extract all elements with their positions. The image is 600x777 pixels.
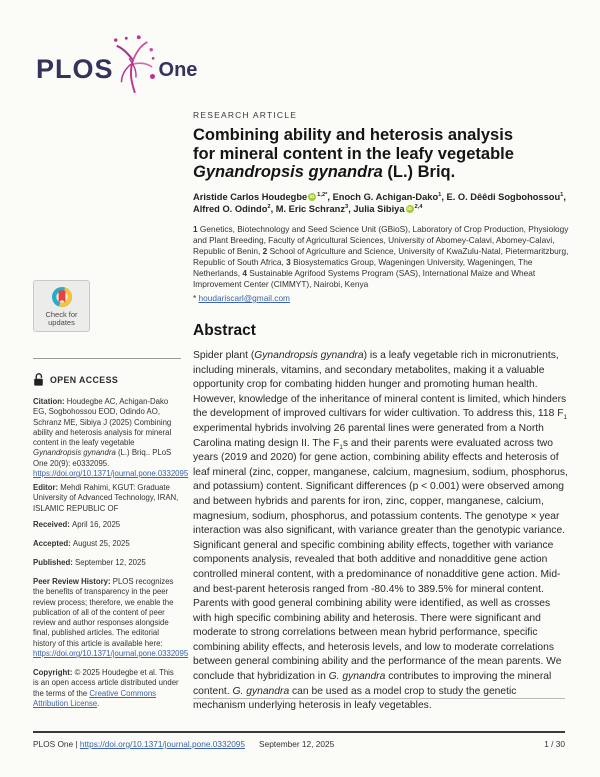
text-segment: September 12, 2025 (75, 558, 146, 567)
text-segment: s and their parents were evaluated across two years (2019 and 2020) for gene action, combining ability effects and heterosis of leaf mineral (zinc, copper, manganese, calcium, magnesium, sodium, phosphorus, and potassium) content. Significant differences (p < 0.001) were observed among and between hybrids and parents for iron, zinc, copper, manganese, calcium, magnesium, sodium, phosphorus, and potassium contents. The genotype × year interaction was also significant, with variance greater than the genotypic variance. Significant general and specific combining ability effects, together with variance components analysis, revealed that both additive and nonadditive gene action controlled mineral content, with a predominance of nonadditive gene action. Mid- and best-parent heterosis ranged from -80.4% to 389.5% for mineral content. Parents with good general combining ability were identified, as well as crosses with high specific combining ability and heterosis. There were significant and moderate to strong correlations between mean hybrid performance, specific combining ability effects, and heterosis levels, and low to moderate correlations between general combining ability and the performance of the mean parents. We conclude that hybridization in (193, 437, 568, 683)
check-for-updates-label-line1: Check for (45, 309, 78, 319)
text-segment: (L.) Briq. (382, 163, 456, 181)
received-block (33, 520, 181, 530)
editor-block (33, 483, 181, 514)
open-lock-icon (33, 372, 46, 387)
text-segment: 1 (563, 414, 568, 422)
text-segment: G. gynandra (232, 685, 290, 697)
text-segment: 1 (193, 224, 200, 234)
article-title-line3 (193, 163, 578, 182)
logo-dot (150, 74, 155, 79)
footer-rule (33, 731, 565, 733)
text-segment: experimental hybrids involving 26 parental lines were generated from a North Carolina mating design II. The F (193, 422, 544, 449)
text-segment: Published: (33, 558, 76, 567)
text-segment: Sustainable Agrifood Systems Program (SAS), International Maize and Wheat Improvement Center (CIMMYT), Nairobi, Kenya (193, 268, 536, 289)
orcid-icon: iD (407, 206, 412, 211)
text-segment: 1 (560, 191, 564, 198)
text-segment: * (193, 293, 199, 303)
inline-link[interactable]: https://doi.org/10.1371/journal.pone.0332095 (79, 739, 246, 749)
text-segment: , M. Eric Schranz (270, 204, 345, 214)
author-list (193, 191, 578, 215)
text-segment: 1,2* (317, 191, 328, 198)
text-segment: Peer Review History: (33, 577, 113, 586)
text-segment: , E. O. Dêêdi Sogbohossou (441, 192, 561, 202)
text-segment: , Julia Sibiya (348, 204, 405, 214)
text-segment: 3 (344, 203, 349, 210)
accepted-block (33, 539, 181, 549)
text-segment: Citation: (33, 397, 67, 406)
inline-link[interactable]: Creative Commons Attribution License (33, 688, 157, 708)
copyright-block (33, 668, 181, 709)
text-segment: Alfred O. Odindo (193, 204, 268, 214)
text-segment: G. gynandra (328, 671, 386, 683)
peer-review-history-block (33, 577, 189, 659)
text-segment: 1 (438, 191, 442, 198)
text-segment: April 16, 2025 (72, 520, 121, 529)
plos-splash-icon (110, 35, 156, 97)
published-block (33, 558, 181, 568)
journal-logo (36, 44, 197, 94)
text-segment: Editor: (33, 483, 61, 492)
text-segment: PLOS recognizes the benefits of transparency in the peer review process; therefore, we enable the publication of all of the content of peer review and author responses alongside final, published articles. The editorial history of this article is available here: (33, 577, 174, 648)
text-segment: Gynandropsis gynandra (254, 350, 364, 361)
citation-block (33, 397, 189, 479)
check-for-updates-badge[interactable] (33, 280, 90, 332)
inline-link[interactable]: houdariscarl@gmail.com (198, 293, 290, 303)
text-segment: August 25, 2025 (72, 539, 130, 548)
plos-logo-text: PLOS (36, 53, 114, 84)
orcid-icon: iD (309, 194, 315, 199)
open-access-label: OPEN ACCESS (50, 374, 119, 385)
corresponding-email[interactable] (193, 293, 290, 303)
check-for-updates-label (45, 311, 77, 328)
text-segment: Combining ability and heterosis analysis (193, 126, 513, 144)
text-segment: Houdegbe AC, Achigan-Dako EG, Sogbohossou EOD, Odindo AO, Schranz ME, Sibiya J (2025) Combining ability and heterosis analysis for mineral content in the leafy vegetable (33, 397, 172, 448)
article-title-line2 (193, 145, 578, 164)
text-segment: 1 (339, 443, 343, 451)
inline-link[interactable]: https://doi.org/10.1371/journal.pone.0332095 (33, 649, 189, 659)
text-segment: 4 (242, 268, 250, 278)
text-segment: Accepted: (33, 539, 73, 548)
footer-journal-doi (33, 739, 245, 749)
text-segment: Genetics, Biotechnology and Seed Science Unit (GBioS), Laboratory of Crop Production, Physiology and Plant Breeding, Faculty of Agricultural Sciences, University of Abomey-Calavi, Abomey-Calavi, Republic of Benin, (193, 224, 569, 256)
text-segment: Gynandropsis gynandra (193, 163, 383, 181)
text-segment: © 2025 Houdegbe et al. This is an open access article distributed under the terms of the (33, 668, 179, 698)
text-segment: , (563, 192, 566, 202)
inline-link[interactable]: https://doi.org/10.1371/journal.pone.0332095 (33, 469, 189, 479)
abstract-body (193, 349, 570, 714)
text-segment: Mehdi Rahimi, KGUT: Graduate University of Advanced Technology, IRAN, ISLAMIC REPUBLIC OF (33, 483, 179, 513)
sidebar-divider (33, 358, 181, 359)
article-title-line1 (193, 126, 578, 145)
footer-page-number: 1 / 30 (544, 739, 565, 749)
text-segment: , Enoch G. Achigan-Dako (327, 192, 439, 202)
text-segment: 2,4 (414, 203, 423, 210)
check-for-updates-icon (50, 285, 74, 309)
text-segment: Received: (33, 520, 73, 529)
text-segment: Spider plant ( (193, 350, 255, 361)
text-segment: ) is a leafy vegetable rich in micronutrients, including minerals, vitamins, and secondary metabolites, making it a valuable opportunity crop for combating hidden hunger and promoting human health. However, knowledge of the inheritance of mineral content is limited, which hinders the development of improved cultivars for wider cultivation. To address this, 118 F (193, 350, 567, 420)
check-for-updates-label-line2: updates (48, 318, 75, 327)
article-title (193, 126, 578, 182)
article-type-kicker: RESEARCH ARTICLE (193, 110, 298, 120)
text-segment: 2 (267, 203, 271, 210)
text-segment: 3 (286, 257, 294, 267)
affiliations (193, 224, 575, 290)
text-segment: contributes to improving the mineral content. (193, 671, 552, 697)
text-segment: (L.) Briq.. PLoS One 20(9): e0332095. (33, 448, 172, 468)
abstract-heading: Abstract (193, 322, 256, 339)
text-segment: 2 (262, 246, 270, 256)
abstract-divider (193, 698, 565, 699)
one-logo-text: One (158, 58, 198, 81)
text-segment: Gynandropsis gynandra (33, 448, 116, 458)
footer (33, 739, 565, 749)
text-segment: PLOS One | (33, 739, 80, 749)
text-segment: can be used as a model crop to study the genetic mechanism underlying heterosis in leafy vegetables. (193, 685, 517, 712)
text-segment: Aristide Carlos Houdegbe (193, 192, 308, 202)
text-segment: Copyright: (33, 668, 75, 677)
text-segment: . (97, 698, 100, 708)
text-segment: Biosystematics Group, Wageningen University, Wageningen, The Netherlands, (193, 257, 533, 278)
open-access-row (33, 372, 118, 387)
footer-date: September 12, 2025 (259, 739, 335, 749)
text-segment: School of Agriculture and Science, University of KwaZulu-Natal, Pietermaritzburg, Republic of South Africa, (193, 246, 569, 267)
text-segment: for mineral content in the leafy vegetable (193, 144, 514, 163)
